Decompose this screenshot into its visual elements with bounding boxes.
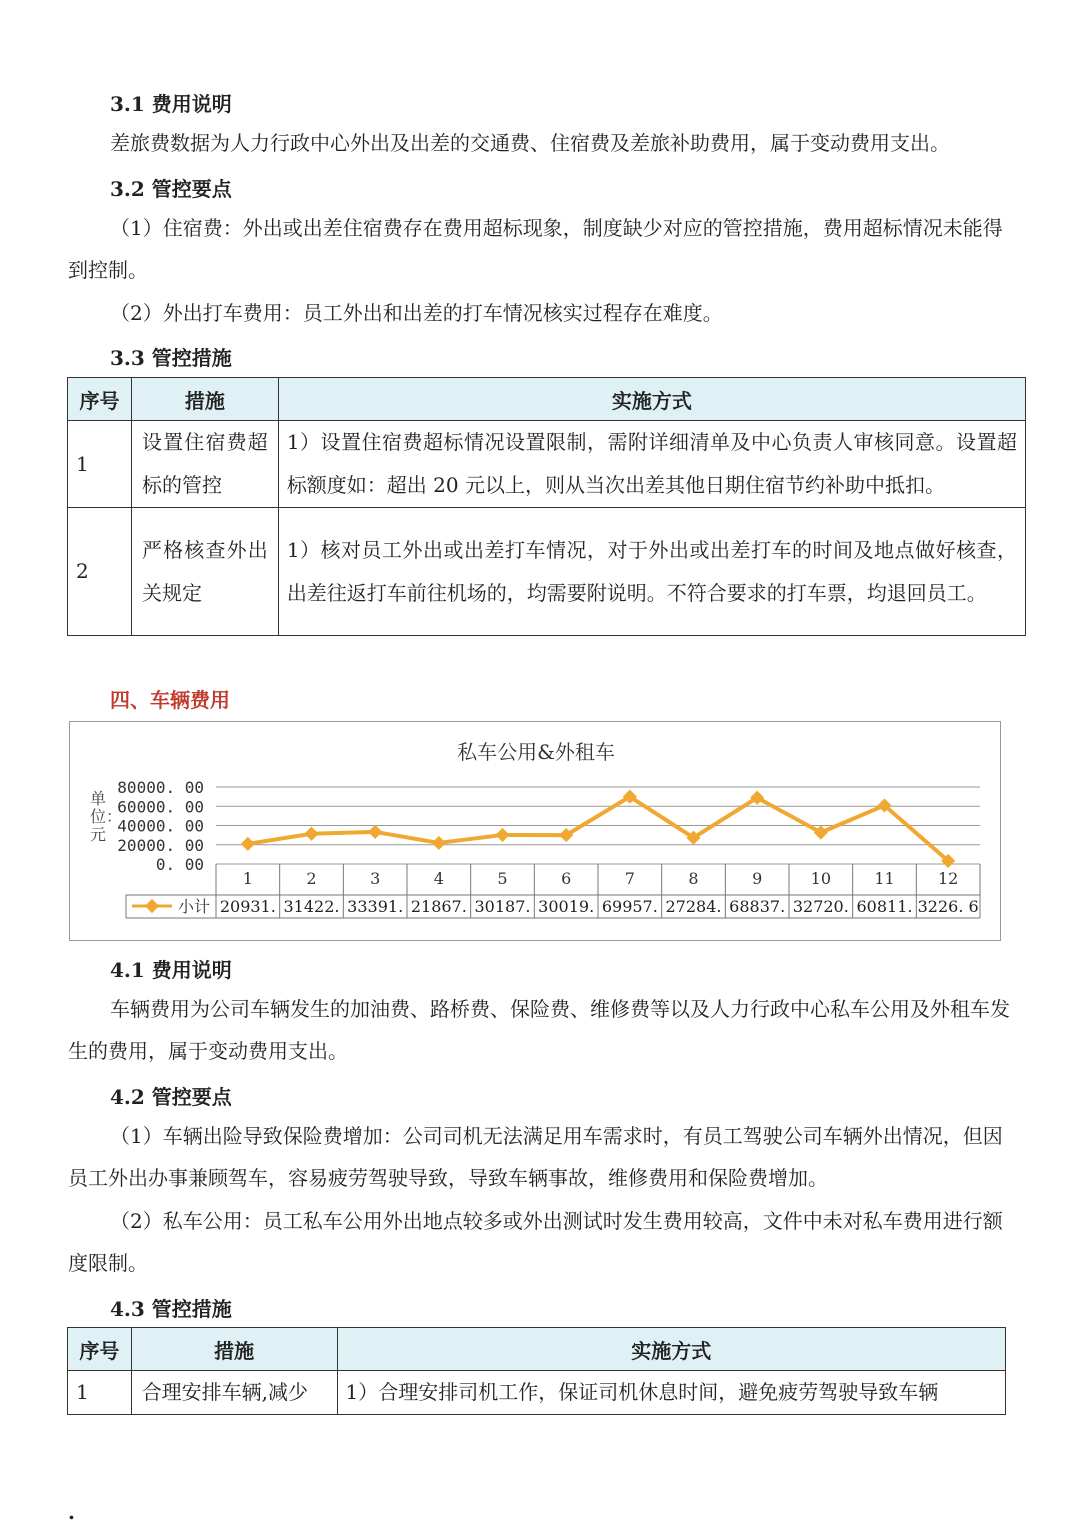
chart-frame: [69, 721, 1001, 941]
chart-x-tick-label: 8: [688, 869, 699, 888]
chart-y-tick-label: 0. 00: [155, 855, 204, 874]
row-no: 1: [68, 1371, 132, 1415]
chart-legend-label: 小计: [178, 897, 211, 916]
section-4-1-text: 车辆费用为公司车辆发生的加油费、路桥费、保险费、维修费等以及人力行政中心私车公用及外租车发生的费用，属于变动费用支出。: [68, 997, 1010, 1063]
chart-x-tick-label: 7: [624, 869, 635, 888]
table-header-row: [68, 378, 1026, 421]
chart-x-tick-label: 12: [937, 869, 959, 888]
section-4-3-heading: 4.3 管控措施: [110, 1297, 232, 1321]
footer-mark: .: [68, 1500, 75, 1524]
table-row: [68, 421, 1026, 508]
table-row: [68, 508, 1026, 636]
chart-title: 私车公用&外租车: [457, 740, 615, 764]
header-no: 序号: [68, 1328, 132, 1371]
chart-x-tick-label: 5: [497, 869, 508, 888]
chart-x-tick-label: 3: [370, 869, 381, 888]
chart-data-label: 30187.: [474, 897, 531, 916]
chart-data-label: 31422.: [283, 897, 340, 916]
header-method: 实施方式: [337, 1328, 1005, 1371]
chart-y-axis-label: 单位：元: [90, 789, 123, 844]
header-measure: 措施: [131, 1328, 337, 1371]
measures-table-4-3: [67, 1327, 1006, 1415]
row-method: 1）核对员工外出或出差打车情况，对于外出或出差打车的时间及地点做好核查，出差往返打车前往机场的，均需要附说明。不符合要求的打车票，均退回员工。: [278, 508, 1025, 636]
section-4-2-heading: 4.2 管控要点: [110, 1085, 232, 1109]
chart-x-tick-label: 2: [306, 869, 317, 888]
section-4-2-point-2: （2）私车公用：员工私车公用外出地点较多或外出测试时发生费用较高，文件中未对私车费用进行额度限制。: [68, 1209, 1003, 1275]
chart-data-label: 3226. 6: [917, 897, 979, 916]
chart-x-tick-label: 11: [874, 869, 895, 888]
chart-data-label: 69957.: [601, 897, 658, 916]
chart-data-label: 68837.: [729, 897, 786, 916]
chart-y-tick-label: 60000. 00: [117, 797, 204, 817]
table-header-row: [68, 1328, 1006, 1371]
header-no: 序号: [68, 378, 132, 421]
row-method: 1）设置住宿费超标情况设置限制，需附详细清单及中心负责人审核同意。设置超标额度如：超出 20 元以上，则从当次出差其他日期住宿节约补助中抵扣。: [278, 421, 1025, 508]
row-no: 2: [68, 508, 132, 636]
header-method: 实施方式: [278, 378, 1025, 421]
chart-y-tick-label: 20000. 00: [117, 835, 204, 855]
chart-x-tick-label: 1: [242, 869, 253, 888]
chart-data-label: 30019.: [538, 897, 595, 916]
chart-x-tick-label: 10: [810, 869, 832, 888]
chart-x-tick-label: 4: [433, 869, 444, 888]
chart-data-label: 21867.: [410, 897, 467, 916]
section-3-2-point-1: （1）住宿费：外出或出差住宿费存在费用超标现象，制度缺少对应的管控措施，费用超标情况未能得到控制。: [68, 216, 1003, 282]
chart-data-label: 32720.: [792, 897, 849, 916]
row-measure: 合理安排车辆,减少: [131, 1371, 337, 1415]
chart-x-tick-label: 9: [752, 869, 763, 888]
header-measure: 措施: [131, 378, 278, 421]
chart-data-label: 33391.: [347, 897, 404, 916]
row-measure: 严格核查外出关规定: [131, 508, 278, 636]
section-3-1-heading: 3.1 费用说明: [110, 92, 232, 116]
chart-y-tick-label: 40000. 00: [117, 816, 204, 836]
row-measure: 设置住宿费超标的管控: [131, 421, 278, 508]
chart-x-tick-label: 6: [561, 869, 572, 888]
chart-y-tick-label: 80000. 00: [117, 778, 204, 797]
section-3-2-heading: 3.2 管控要点: [110, 177, 232, 201]
section-3-1-text: 差旅费数据为人力行政中心外出及出差的交通费、住宿费及差旅补助费用，属于变动费用支出。: [110, 131, 950, 155]
chart-data-label: 60811.: [856, 897, 913, 916]
row-method: 1）合理安排司机工作，保证司机休息时间，避免疲劳驾驶导致车辆: [337, 1371, 1005, 1415]
row-no: 1: [68, 421, 132, 508]
section-3-2-point-2: （2）外出打车费用：员工外出和出差的打车情况核实过程存在难度。: [110, 301, 723, 325]
section-4-1-heading: 4.1 费用说明: [110, 958, 232, 982]
section-4-2-point-1: （1）车辆出险导致保险费增加：公司司机无法满足用车需求时，有员工驾驶公司车辆外出情况，但因员工外出办事兼顾驾车，容易疲劳驾驶导致，导致车辆事故，维修费用和保险费增加。: [68, 1124, 1003, 1190]
section-4-heading: 四、车辆费用: [110, 688, 230, 712]
measures-table-3-3: [67, 377, 1026, 636]
section-3-3-heading: 3.3 管控措施: [110, 346, 232, 370]
table-row: [68, 1371, 1006, 1415]
chart-data-label: 20931.: [219, 897, 276, 916]
chart-data-label: 27284.: [665, 897, 722, 916]
